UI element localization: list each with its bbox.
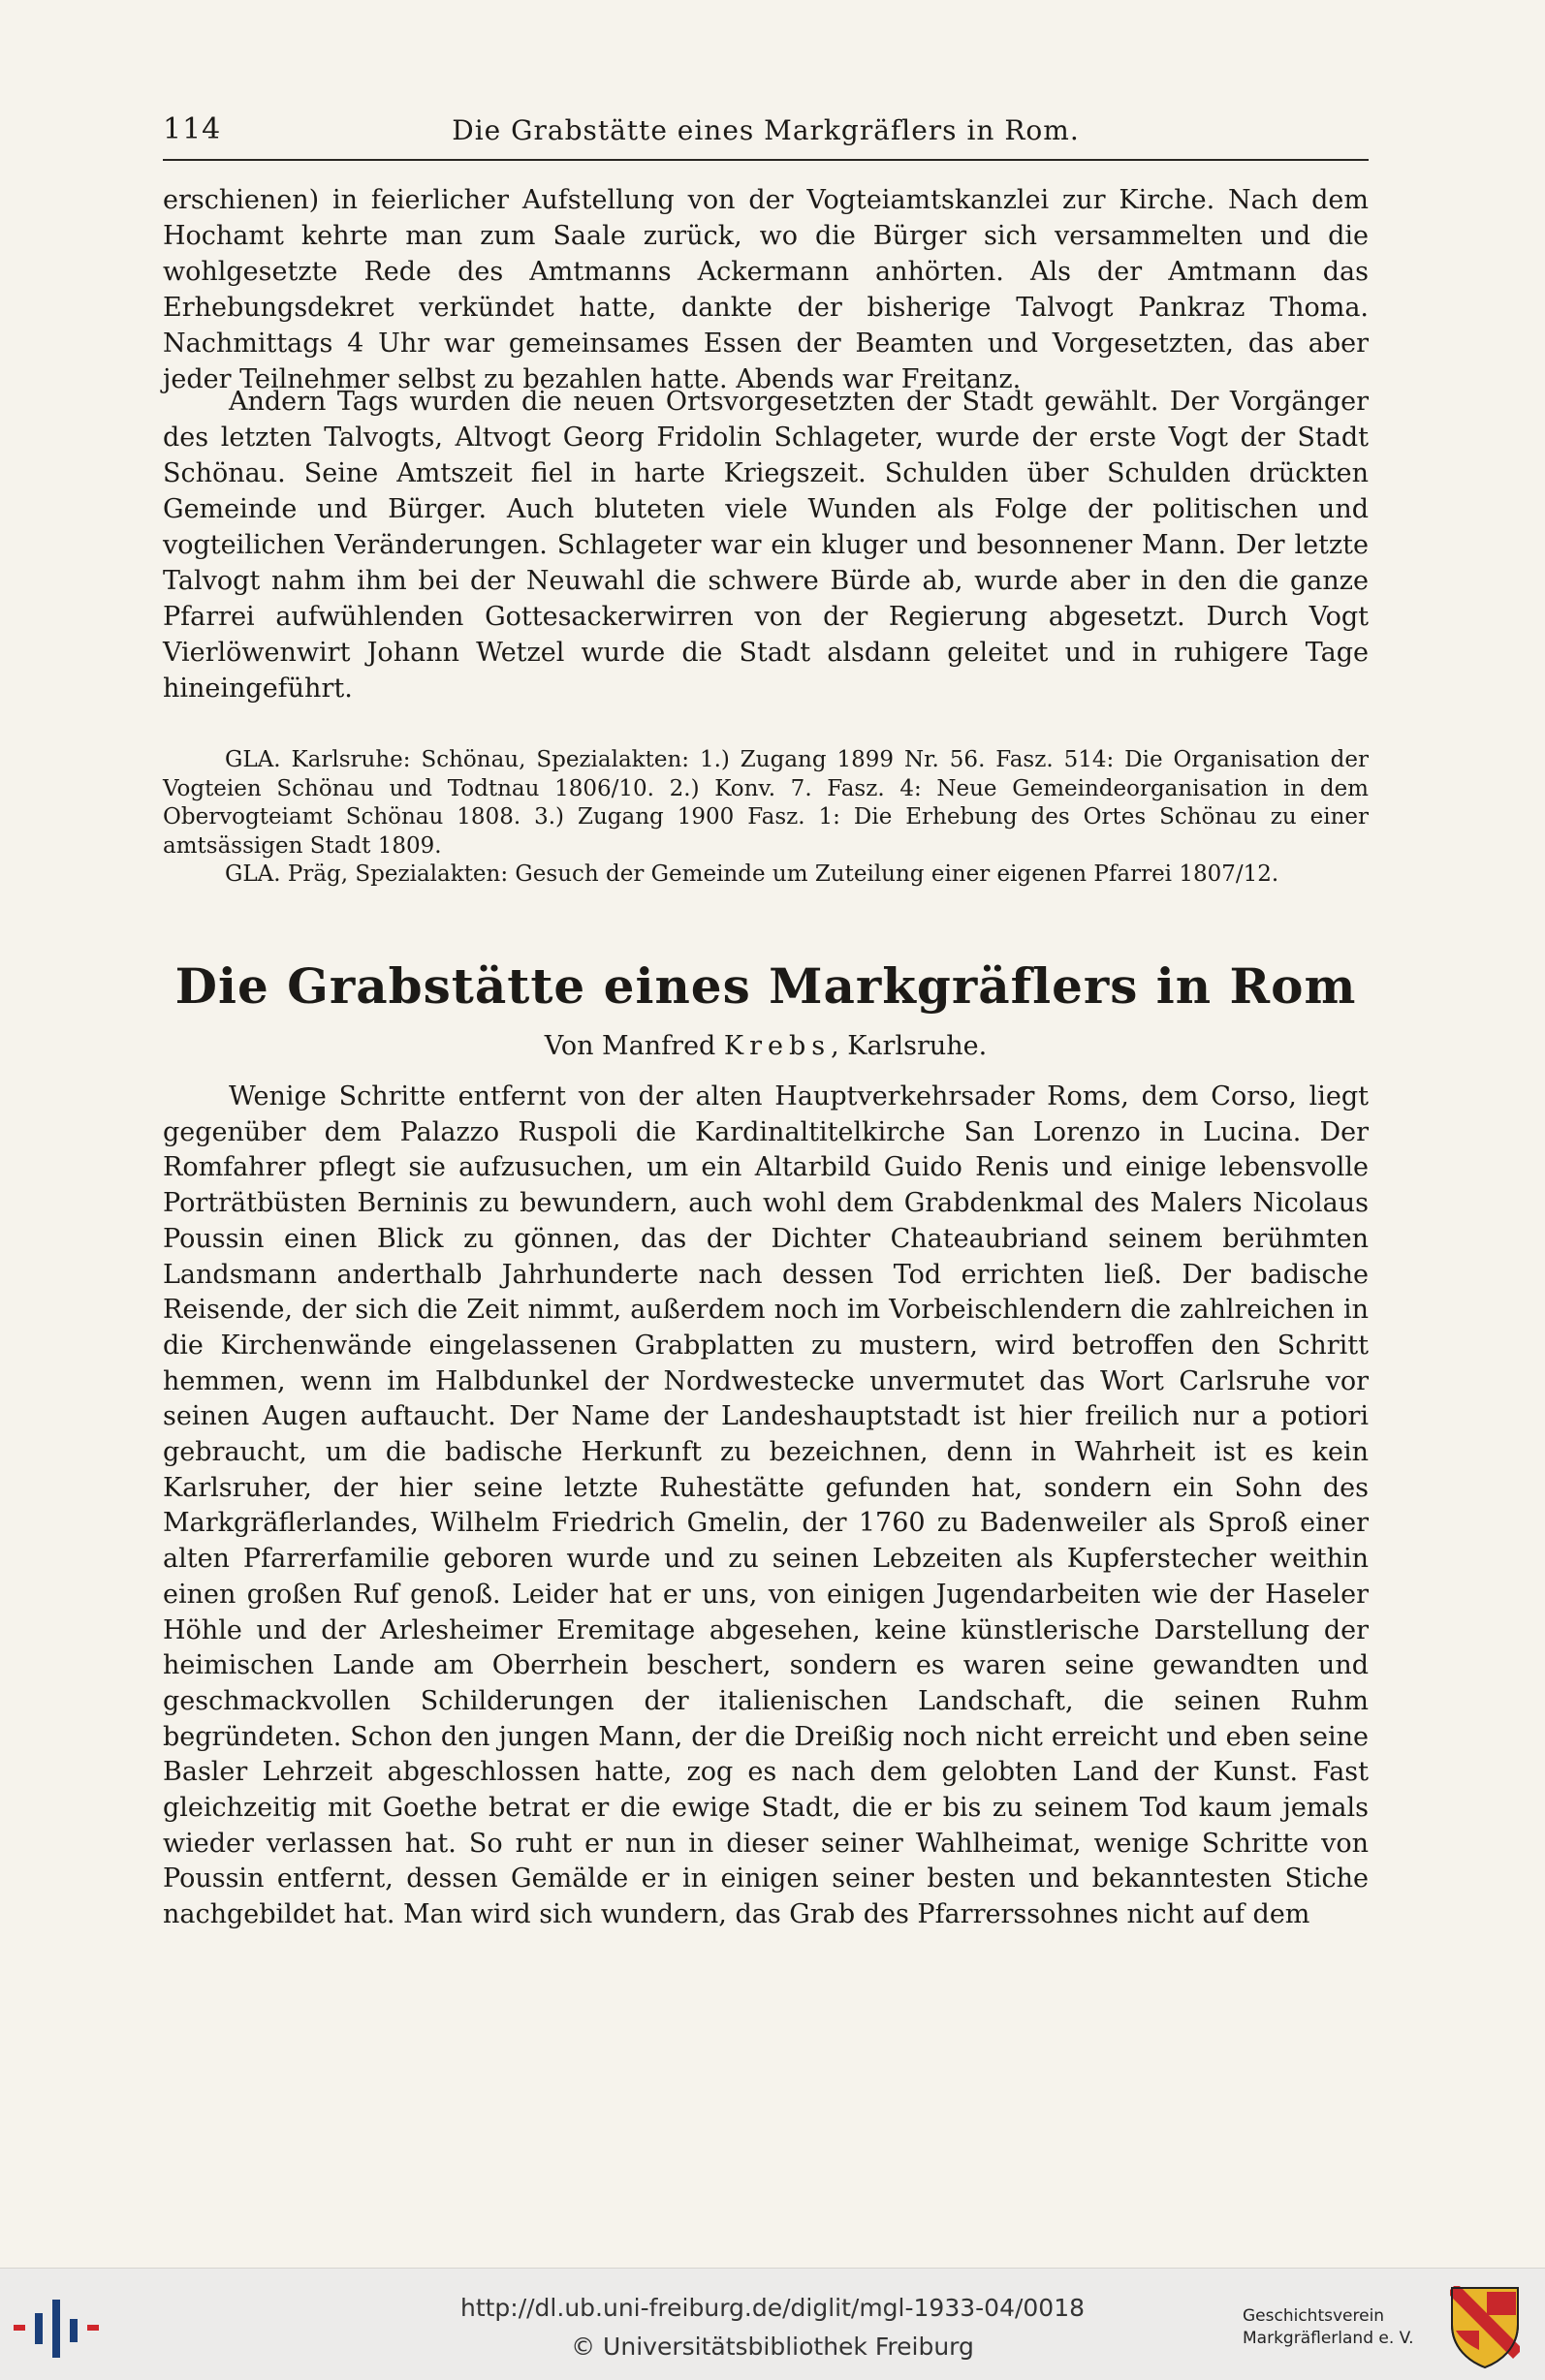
society-line: Markgräflerland e. V. bbox=[1243, 2329, 1414, 2348]
page-header bbox=[163, 110, 1369, 161]
body-text-continued bbox=[163, 182, 1369, 397]
article-body bbox=[163, 1080, 1369, 1933]
source-note: GLA. Karlsruhe: Schönau, Spezialakten: 1.) Zugang 1899 Nr. 56. Fasz. 514: Die Organisation der Vogteien Schönau und Todtnau 1806/10. 2.) Konv. 7. Fasz. 4: Neue Gemeindeorganisation in dem Obervogteiamt Schönau 1808. 3.) Zugang 1900 Fasz. 1: Die Erhebung des Ortes Schönau zu einer amtsässigen Stadt 1809. bbox=[163, 747, 1369, 859]
article-title: Die Grabstätte eines Markgräflers in Rom bbox=[174, 957, 1357, 1015]
paragraph: Wenige Schritte entfernt von der alten Hauptverkehrsader Roms, dem Corso, liegt gegenüber dem Palazzo Ruspoli die Kardinaltitelkirche San Lorenzo in Lucina. Der Romfahrer pflegt sie aufzusuchen, um ein Altarbild Guido Renis und einige lebensvolle Porträtbüsten Berninis zu bewundern, auch wohl dem Grabdenkmal des Malers Nicolaus Poussin einen Blick zu gönnen, das der Dichter Chateaubriand seinem berühmten Landsmann anderthalb Jahrhunderte nach dessen Tod errichten ließ. Der badische Reisende, der sich die Zeit nimmt, außerdem noch im Vorbeischlendern die zahlreichen in die Kirchenwände eingelassenen Grabplatten zu mustern, wird betroffen den Schritt hemmen, wenn im Halbdunkel der Nordwestecke unvermutet das Wort Carlsruhe vor seinen Augen auftaucht. Der Name der Landeshauptstadt ist hier freilich nur a potiori gebraucht, um die badische Herkunft zu bezeichnen, denn in Wahrheit ist es kein Karlsruher, der hier seine letzte Ruhestätte gefunden hat, sondern ein Sohn des Markgräflerlandes, Wilhelm Friedrich Gmelin, der 1760 zu Badenweiler als Sproß einer alten Pfarrerfamilie geboren wurde und zu seinen Lebzeiten als Kupferstecher weithin einen großen Ruf genoß. Leider hat er uns, von einigen Jugendarbeiten wie der Haseler Höhle und der Arlesheimer Eremitage abgesehen, keine künstlerische Darstellung der heimischen Lande am Oberrhein beschert, sondern es waren seine gewandten und geschmackvollen Schilderungen der italienischen Landschaft, die seinen Ruhm begründeten. Schon den jungen Mann, der die Dreißig noch nicht erreicht und eben seine Basler Lehrzeit abgeschlossen hatte, zog es nach dem gelobten Land der Kunst. Fast gleichzeitig mit Goethe betrat er die ewige Stadt, die er bis zu seinem Tod kaum jemals wieder verlassen hat. So ruht er nun in dieser seiner Wahlheimat, wenige Schritte von Poussin entfernt, dessen Gemälde er in einigen seiner besten und bekanntesten Stiche nachgebildet hat. Man wird sich wundern, das Grab des Pfarrerssohnes nicht auf dem bbox=[163, 1081, 1369, 1930]
paragraph: erschienen) in feierlicher Aufstellung von der Vogteiamtskanzlei zur Kirche. Nach dem Hochamt kehrte man zum Saale zurück, wo die Bürger sich versammelten und die wohlgesetzte Rede des Amtmanns Ackermann anhörten. Als der Amtmann das Erhebungsdekret verkündet hatte, dankte der bisherige Talvogt Pankraz Thoma. Nachmittags 4 Uhr war gemeinsames Essen der Beamten und Vorgesetzten, das aber jeder Teilnehmer selbst zu bezahlen hatte. Abends war Freitanz. bbox=[163, 185, 1369, 394]
running-title: Die Grabstätte eines Markgräflers in Rom. bbox=[452, 114, 1080, 146]
author-line bbox=[163, 1031, 1369, 1061]
source-note: GLA. Präg, Spezialakten: Gesuch der Gemeinde um Zuteilung einer eigenen Pfarrei 1807/12. bbox=[225, 861, 1279, 887]
paragraph: Andern Tags wurden die neuen Ortsvorgesetzten der Stadt gewählt. Der Vorgänger des letzten Talvogts, Altvogt Georg Fridolin Schlageter, wurde der erste Vogt der Stadt Schönau. Seine Amtszeit fiel in harte Kriegszeit. Schulden über Schulden drückten Gemeinde und Bürger. Auch bluteten viele Wunden als Folge der politischen und vogteilichen Veränderungen. Schlageter war ein kluger und besonnener Mann. Der letzte Talvogt nahm ihm bei der Neuwahl die schwere Bürde ab, wurde aber in den die ganze Pfarrei aufwühlenden Gottesackerwirren von der Regierung abgesetzt. Durch Vogt Vierlöwenwirt Johann Wetzel wurde die Stadt alsdann geleitet und in ruhigere Tage hineingeführt. bbox=[163, 387, 1369, 704]
author-surname: Krebs bbox=[723, 1031, 832, 1061]
source-notes bbox=[163, 746, 1369, 890]
society-line: Geschichtsverein bbox=[1243, 2306, 1385, 2326]
coat-of-arms-icon bbox=[1450, 2286, 1520, 2369]
body-text-section bbox=[163, 384, 1369, 706]
society-name bbox=[1243, 2305, 1436, 2350]
author-suffix: , Karlsruhe. bbox=[831, 1031, 988, 1061]
viewer-footer bbox=[0, 2268, 1545, 2380]
author-prefix: Von Manfred bbox=[544, 1031, 724, 1061]
copyright-notice: © Universitätsbibliothek Freiburg bbox=[571, 2333, 974, 2361]
page-number: 114 bbox=[163, 112, 222, 146]
permalink-url[interactable]: http://dl.ub.uni-freiburg.de/diglit/mgl-1933-04/0018 bbox=[459, 2294, 1086, 2322]
